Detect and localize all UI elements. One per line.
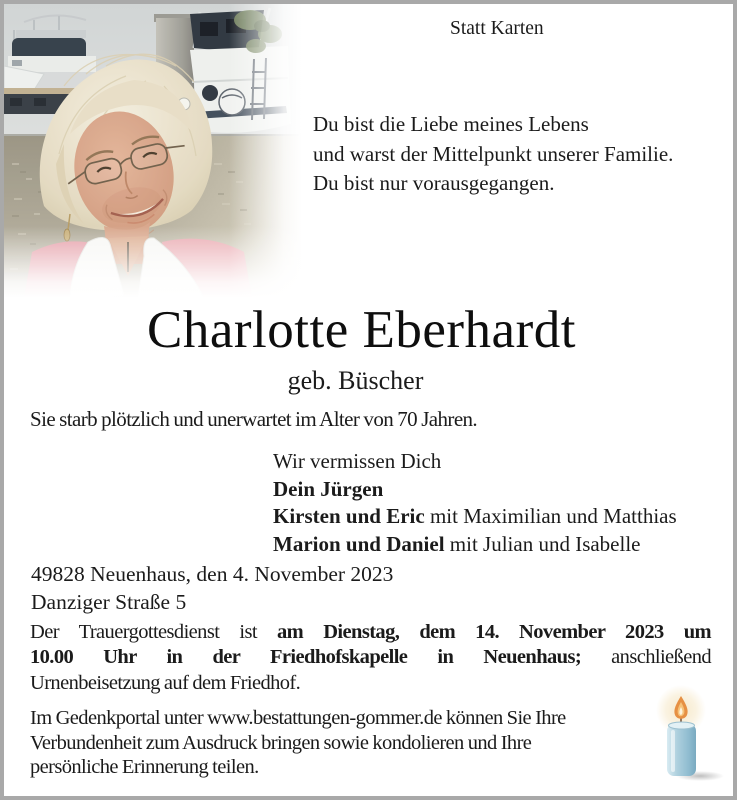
poem-line: und warst der Mittelpunkt unserer Familie. (313, 141, 674, 166)
portrait-photo (4, 4, 302, 298)
portrait-photo-illustration (4, 4, 302, 298)
mourners-intro: Wir vermissen Dich (273, 449, 442, 473)
place-date-block (31, 561, 393, 616)
candle-illustration (652, 684, 737, 788)
service-date-bold: am Dienstag, dem 14. November 2023 um (277, 621, 711, 643)
memorial-portal-block (30, 706, 566, 780)
mourners-block (273, 448, 677, 558)
memorial-line: Verbundenheit zum Ausdruck bringen sowie kondolieren und Ihre (30, 731, 532, 754)
statt-karten-note: Statt Karten (450, 18, 544, 39)
poem-line: Du bist die Liebe meines Lebens (313, 112, 589, 136)
maiden-name: geb. Büscher (287, 366, 424, 395)
deceased-name: Charlotte Eberhardt (147, 301, 576, 359)
service-line: 10.00 Uhr in der Friedhofskapelle in Neuenhaus; anschließend (30, 646, 711, 669)
service-line: Der Trauergottesdienst ist am Dienstag, dem 14. November 2023 um (30, 621, 711, 643)
memorial-candle-icon (652, 684, 737, 788)
memorial-line: persönliche Erinnerung teilen. (30, 756, 259, 779)
service-announcement (30, 620, 711, 696)
mourner-name: Dein Jürgen (273, 476, 384, 501)
mourner-name: Marion und Daniel (273, 531, 445, 556)
mourner-rest: mit Julian und Isabelle (444, 531, 641, 556)
mourner-line (273, 531, 677, 559)
service-line: Urnenbeisetzung auf dem Friedhof. (30, 671, 301, 694)
memorial-url: www.bestattungen-gommer.de (207, 707, 442, 729)
address-line: Danziger Straße 5 (31, 589, 187, 614)
mourner-name: Kirsten und Eric (273, 504, 425, 528)
mourner-rest: mit Maximilian und Matthias (424, 504, 677, 528)
service-place-bold: 10.00 Uhr in der Friedhofskapelle in Neuenhaus; (30, 646, 582, 669)
mourner-line (273, 476, 677, 504)
memorial-line: Im Gedenkportal unter www.bestattungen-gommer.de können Sie Ihre (30, 707, 566, 729)
mourner-line (273, 503, 677, 531)
place-date-line: 49828 Neuenhaus, den 4. November 2023 (31, 562, 394, 586)
poem-line: Du bist nur vorausgegangen. (313, 171, 555, 195)
memorial-poem (313, 110, 673, 199)
death-statement: Sie starb plötzlich und unerwartet im Alter von 70 Jahren. (30, 407, 478, 431)
